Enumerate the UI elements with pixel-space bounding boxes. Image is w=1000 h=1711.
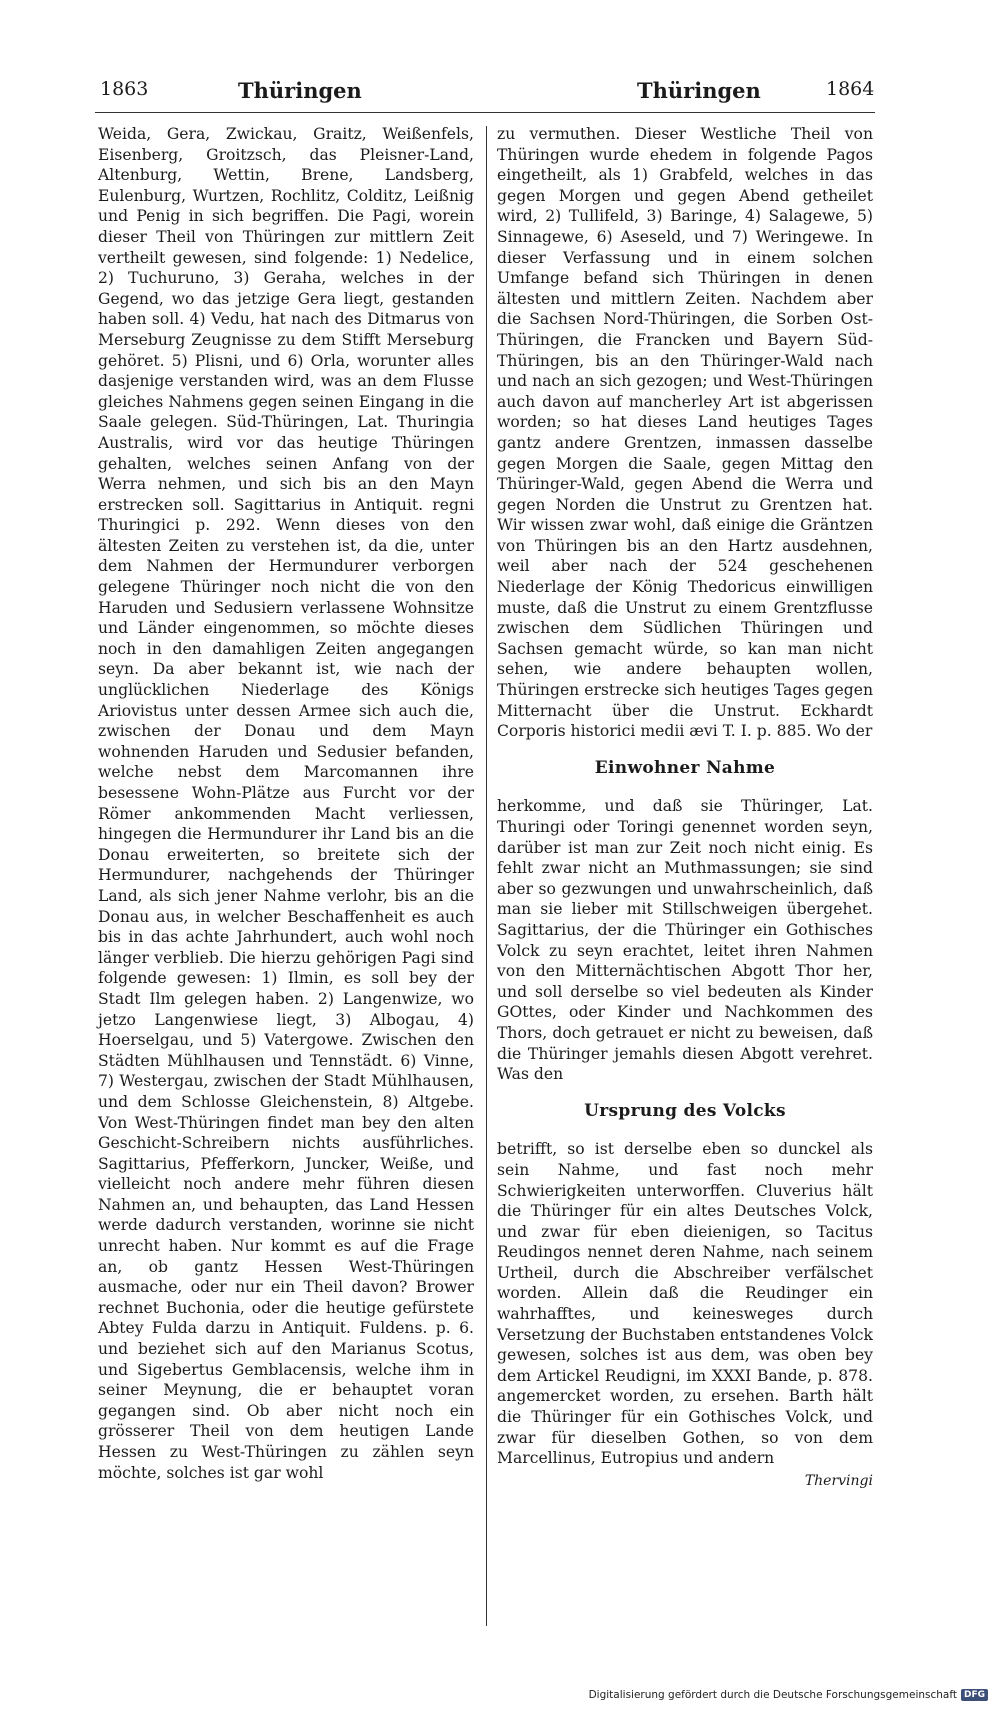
- right-column: [497, 124, 873, 1491]
- page-number-left: 1863: [100, 78, 149, 100]
- header-rule: [95, 112, 875, 113]
- page-number-right: 1864: [826, 78, 875, 100]
- running-title-right: Thüringen: [637, 78, 761, 103]
- section-heading-einwohner-nahme: Einwohner Nahme: [594, 757, 776, 778]
- left-column-text: Weida, Gera, Zwickau, Graitz, Weißenfels, Eisenberg, Groitzsch, das Pleisner-Land, Altenburg, Wettin, Brene, Landsberg, Eulenburg, Wurtzen, Rochlitz, Colditz, Leißnig und Penig in sich begriffen. Die Pagi, worein dieser Theil von Thüringen zur mittlern Zeit vertheilt gewesen, sind folgende: 1) Nedelice, 2) Tuchuruno, 3) Geraha, welches in der Gegend, wo das jetzige Gera liegt, gestanden haben soll. 4) Vedu, hat nach des Ditmarus von Merseburg Zeugnisse zu dem Stifft Merseburg gehöret. 5) Plisni, und 6) Orla, worunter alles dasjenige verstanden wird, was an dem Flusse gleiches Nahmens gegen seinen Eingang in die Saale gelegen. Süd-Thüringen, Lat. Thuringia Australis, wird vor das heutige Thüringen gehalten, welches seinen Anfang von der Werra nehmen, und sich bis an den Mayn erstrecken soll. Sagittarius in Antiquit. regni Thuringici p. 292. Wenn dieses von den ältesten Zeiten zu verstehen ist, da die, unter dem Nahmen der Hermundurer verborgen gelegene Thüringer noch nicht die von den Haruden und Sedusiern verlassene Wohnsitze und Länder eingenommen, so möchte dieses noch in den damahligen Zeiten angegangen seyn. Da aber bekannt ist, wie nach der unglücklichen Niederlage des Königs Ariovistus unter dessen Armee sich auch die, zwischen der Donau und dem Mayn wohnenden Haruden und Sedusier befanden, welche nebst dem Marcomannen ihre besessene Wohn-Plätze aus Furcht vor der Römer ankommenden Macht verliessen, hingegen die Hermundurer ihr Land bis an die Donau erweiterten, so breitete sich der Hermundurer, nachgehends der Thüringer Land, als sich jener Nahme verlohr, bis an die Donau aus, in welcher Beschaffenheit es auch bis in das achte Jahrhundert, auch wohl noch länger verblieb. Die hierzu gehörigen Pagi sind folgende gewesen: 1) Ilmin, es soll bey der Stadt Ilm gelegen haben. 2) Langenwize, wo jetzo Langenwiese liegt, 3) Albogau, 4) Hoerselgau, und 5) Vatergowe. Zwischen den Städten Mühlhausen und Tennstädt. 6) Vinne, 7) Westergau, zwischen der Stadt Mühlhausen, und dem Schlosse Gleichenstein, 8) Altgebe. Von West-Thüringen findet man bey den alten Geschicht-Schreibern nichts ausführliches. Sagittarius, Pfefferkorn, Juncker, Weiße, und vielleicht noch andere mehr führen diesen Nahmen an, und behaupten, das Land Hessen werde dadurch verstanden, worinne sie nicht unrecht haben. Nur kommt es auf die Frage an, ob gantz Hessen West-Thüringen ausmache, oder nur ein Theil davon? Brower rechnet Buchonia, oder die heutige gefürstete Abtey Fulda darzu in Antiquit. Fuldens. p. 6. und beziehet sich auf den Marianus Scotus, und Sigebertus Gemblacensis, welche ihm in seiner Meynung, die er behauptet voran gegangen sind. Ob aber nicht noch ein grösserer Theil von dem heutigen Lande Hessen zu West-Thüringen zu zählen seyn möchte, solches ist gar wohl: [98, 125, 474, 1482]
- footer-text: Digitalisierung gefördert durch die Deutsche Forschungsgemeinschaft: [588, 1689, 957, 1701]
- running-title-left: Thüringen: [238, 78, 362, 103]
- right-column-text-2: herkomme, und daß sie Thüringer, Lat. Thuringi oder Toringi genennet worden seyn, darüber ist man zur Zeit noch nicht einig. Es fehlt zwar nicht an Muthmassungen; sie sind aber so gezwungen und unwahrscheinlich, daß man sie lieber mit Stillschweigen übergehet. Sagittarius, der die Thüringer ein Gothisches Volck zu seyn erachtet, leitet ihren Nahmen von den Mitternächtischen Abgott Thor her, und soll derselbe so viel bedeuten als Kinder GOttes, oder Kinder und Nachkommen des Thors, doch getrauet er nicht zu beweisen, daß die Thüringer jemahls diesen Abgott verehret. Was den: [497, 797, 873, 1084]
- right-column-text-3: betrifft, so ist derselbe eben so dunckel als sein Nahme, und fast noch mehr Schwierigkeiten unterworffen. Cluverius hält die Thüringer für ein altes Deutsches Volck, und zwar für eben dieienigen, so Tacitus Reudingos nennet deren Nahme, nach seinem Urtheil, durch die Abschreiber verfälschet worden. Allein daß die Reudinger ein wahrhafftes, und keinesweges durch Versetzung der Buchstaben entstandenes Volck gewesen, solches ist aus dem, was oben bey dem Artickel Reudigni, im XXXI Bande, p. 878. angemercket worden, zu ersehen. Barth hält die Thüringer für ein Gothisches Volck, und zwar für dieselben Gothen, so von dem Marcellinus, Eutropius und andern: [497, 1140, 873, 1468]
- right-column-text-1: zu vermuthen. Dieser Westliche Theil von Thüringen wurde ehedem in folgende Pagos eingetheilt, als 1) Grabfeld, welches in das gegen Morgen und gegen Abend getheilet wird, 2) Tullifeld, 3) Baringe, 4) Salagewe, 5) Sinnagewe, 6) Aseseld, und 7) Weringewe. In dieser Verfassung und in einem solchen Umfange befand sich Thüringen in denen ältesten und mittlern Zeiten. Nachdem aber die Sachsen Nord-Thüringen, die Sorben Ost-Thüringen, die Francken und Bayern Süd-Thüringen, bis an den Thüringer-Wald nach und nach an sich gezogen; und West-Thüringen auch davon auf mancherley Art ist abgerissen worden; so hat dieses Land heutiges Tages gantz andere Grentzen, inmassen dasselbe gegen Morgen die Saale, gegen Mittag den Thüringer-Wald, gegen Abend die Werra und gegen Norden die Unstrut zu Grentzen hat. Wir wissen zwar wohl, daß einige die Gräntzen von Thüringen bis an den Hartz ausdehnen, weil aber nach der 524 geschehenen Niederlage der König Thedoricus einwilligen muste, daß die Unstrut zu einem Grentzflusse zwischen dem Südlichen Thüringen und Sachsen gemacht würde, so kan man nicht sehen, wie andere behaupten wollen, Thüringen erstrecke sich heutiges Tages gegen Mitternacht über die Unstrut. Eckhardt Corporis historici medii ævi T. I. p. 885. Wo der: [497, 125, 873, 741]
- section-heading-ursprung: Ursprung des Volcks: [584, 1100, 786, 1121]
- left-column: [98, 124, 474, 1483]
- catchword: Thervingi: [804, 1472, 873, 1489]
- dfg-logo: DFG: [961, 1689, 988, 1701]
- footer: [589, 1689, 988, 1701]
- column-divider: [486, 126, 487, 1626]
